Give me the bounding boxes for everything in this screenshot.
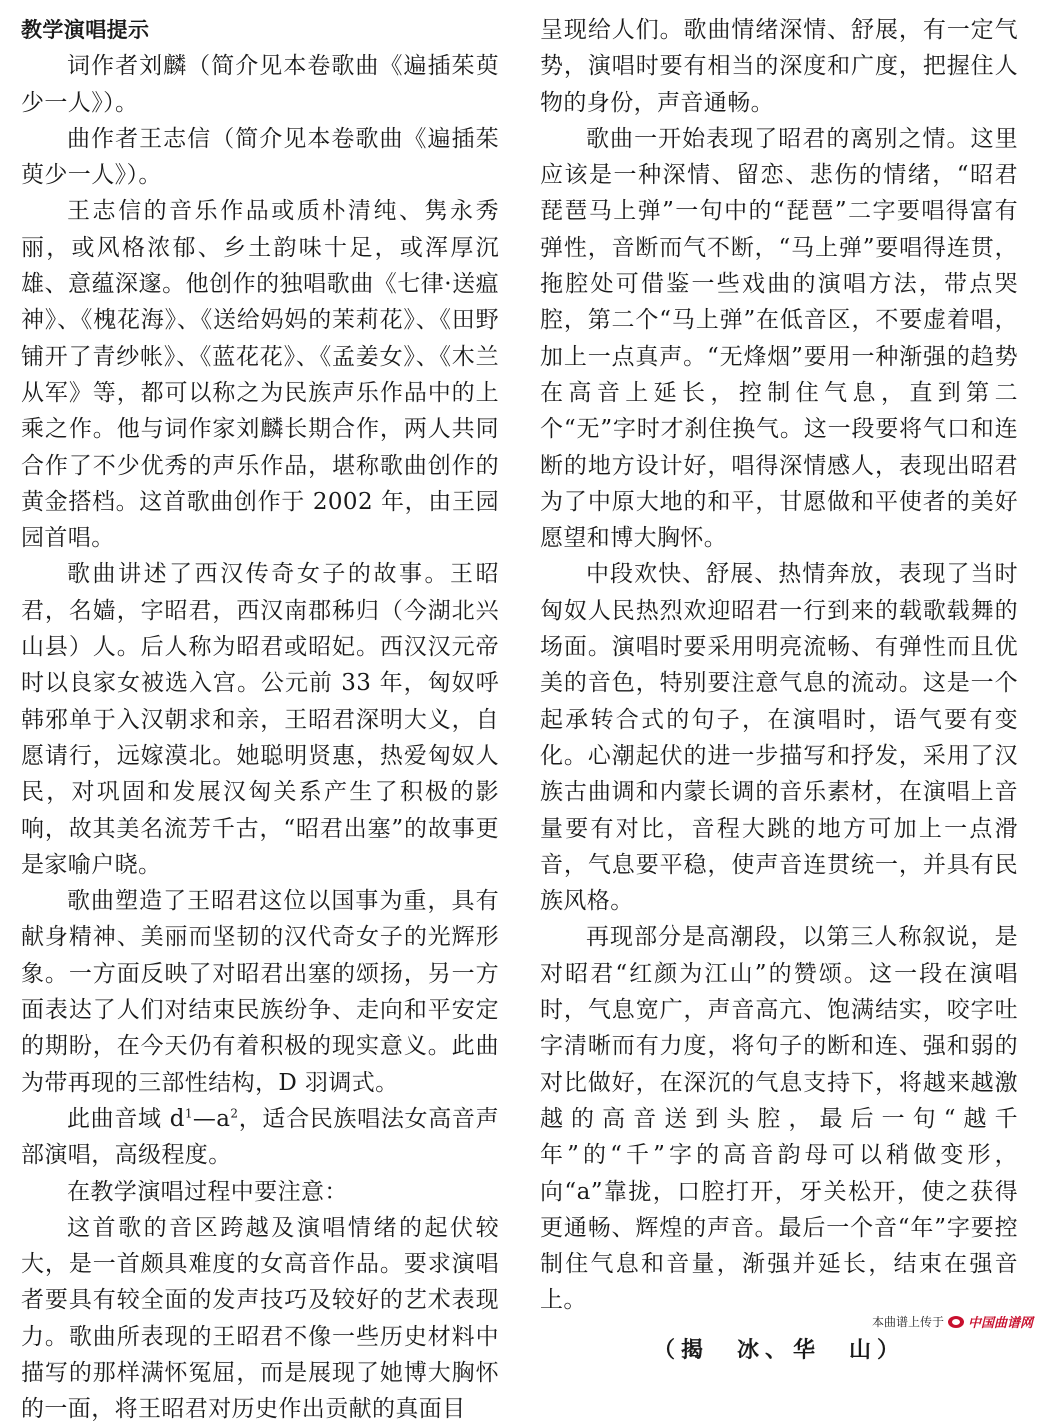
- teaching-note-paragraph: 在教学演唱过程中要注意：: [67, 1178, 348, 1205]
- continuation-paragraph: 呈现给人们。歌曲情绪深情、舒展，有一定气势，演唱时要有相当的深度和广度，把握住人物的身份，声音通畅。: [540, 17, 1018, 116]
- composer-works-paragraph: 王志信的音乐作品或质朴清纯、隽永秀丽，或风格浓郁、乡土韵味十足，或浑厚沉雄、意蕴深邃。他创作的独唱歌曲《七律·送瘟神》、《槐花海》、《送给妈妈的茉莉花》、《田野铺开了青纱帐》、《蓝花花》、《孟姜女》、《木兰从军》等，都可以称之为民族声乐作品中的上乘之作。他与词作家刘麟长期合作，两人共同合作了不少优秀的声乐作品，堪称歌曲创作的黄金搭档。这首歌曲创作于 2002 年，由王园园首唱。: [21, 198, 499, 552]
- difficulty-paragraph: 这首歌的音区跨越及演唱情绪的起伏较大，是一首颇具难度的女高音作品。要求演唱者要具有较全面的发声技巧及较好的艺术表现力。歌曲所表现的王昭君不像一些历史材料中描写的那样满怀冤屈，而是展现了她博大胸怀的一面，将王昭君对历史作出贡献的真面目: [21, 1214, 499, 1423]
- author-signature: （揭 冰、华 山）: [652, 1337, 905, 1363]
- composer-paragraph: 曲作者王志信（简介见本卷歌曲《遍插茱萸少一人》）。: [21, 125, 499, 189]
- opening-section-paragraph: 歌曲一开始表现了昭君的离别之情。这里应该是一种深情、留恋、悲伤的情绪，“昭君琵琶马上弹”一句中的“琵琶”二字要唱得富有弹性，音断而气不断，“马上弹”要唱得连贯，拖腔处可借鉴一些戏曲的演唱方法，带点哭腔，第二个“马上弹”在低音区，不要虚着唱，加上一点真声。“无烽烟”要用一种渐强的趋势在高音上延长，控制住气息，直到第二个“无”字时才刹住换气。这一段要将气口和连断的地方设计好，唱得深情感人，表现出昭君为了中原大地的和平，甘愿做和平使者的美好愿望和博大胸怀。: [540, 125, 1018, 552]
- section-heading: 教学演唱提示: [21, 18, 150, 42]
- reprise-section-paragraph: 再现部分是高潮段，以第三人称叙说，是对昭君“红颜为江山”的赞颂。这一段在演唱时，气息宽广，声音高亢、饱满结实，咬字吐字清晰而有力度，将句子的断和连、强和弱的对比做好，在深沉的气息支持下，将越来越激越的高音送到头腔，最后一句“越千年”的“千”字的高音韵母可以稍做变形，向“a”靠拢，口腔打开，牙关松开，使之获得更通畅、辉煌的声音。最后一个音“年”字要控制住气息和音量，渐强并延长，结束在强音上。: [540, 924, 1018, 1314]
- right-column: [540, 12, 1018, 1369]
- footer-brand[interactable]: 中国曲谱网: [967, 1316, 1033, 1331]
- lyricist-paragraph: 词作者刘麟（简介见本卷歌曲《遍插茱萸少一人》）。: [21, 53, 499, 116]
- site-logo-icon: [948, 1316, 964, 1328]
- image-paragraph: 歌曲塑造了王昭君这位以国事为重，具有献身精神、美丽而坚韧的汉代奇女子的光辉形象。一方面反映了对昭君出塞的颂扬，另一方面表达了人们对结束民族纷争、走向和平安定的期盼，在今天仍有着积极的现实意义。此曲为带再现的三部性结构，D 羽调式。: [21, 888, 499, 1096]
- footer-text: 本曲谱上传于: [871, 1315, 944, 1329]
- left-column: [21, 12, 499, 1428]
- footer-credit[interactable]: [872, 1312, 1033, 1331]
- middle-section-paragraph: 中段欢快、舒展、热情奔放，表现了当时匈奴人民热烈欢迎昭君一行到来的载歌载舞的场面。演唱时要采用明亮流畅、有弹性而且优美的音色，特别要注意气息的流动。这是一个起承转合式的句子，在演唱时，语气要有变化。心潮起伏的进一步描写和抒发，采用了汉族古曲调和内蒙长调的音乐素材，在演唱上音量要有对比，音程大跳的地方可加上一点滑音，气息要平稳，使声音连贯统一，并具有民族风格。: [540, 561, 1018, 915]
- story-paragraph: 歌曲讲述了西汉传奇女子的故事。王昭君，名嫱，字昭君，西汉南郡秭归（今湖北兴山县）人。后人称为昭君或昭妃。西汉汉元帝时以良家女被选入宫。公元前 33 年，匈奴呼韩邪单于入汉朝求和亲，王昭君深明大义，自愿请行，远嫁漠北。她聪明贤惠，热爱匈奴人民，对巩固和发展汉匈关系产生了积极的影响，故其美名流芳千古，“昭君出塞”的故事更是家喻户晓。: [21, 561, 499, 878]
- range-paragraph: 此曲音域 $d^1—a^2$，适合民族唱法女高音声部演唱，高级程度。: [21, 1105, 499, 1169]
